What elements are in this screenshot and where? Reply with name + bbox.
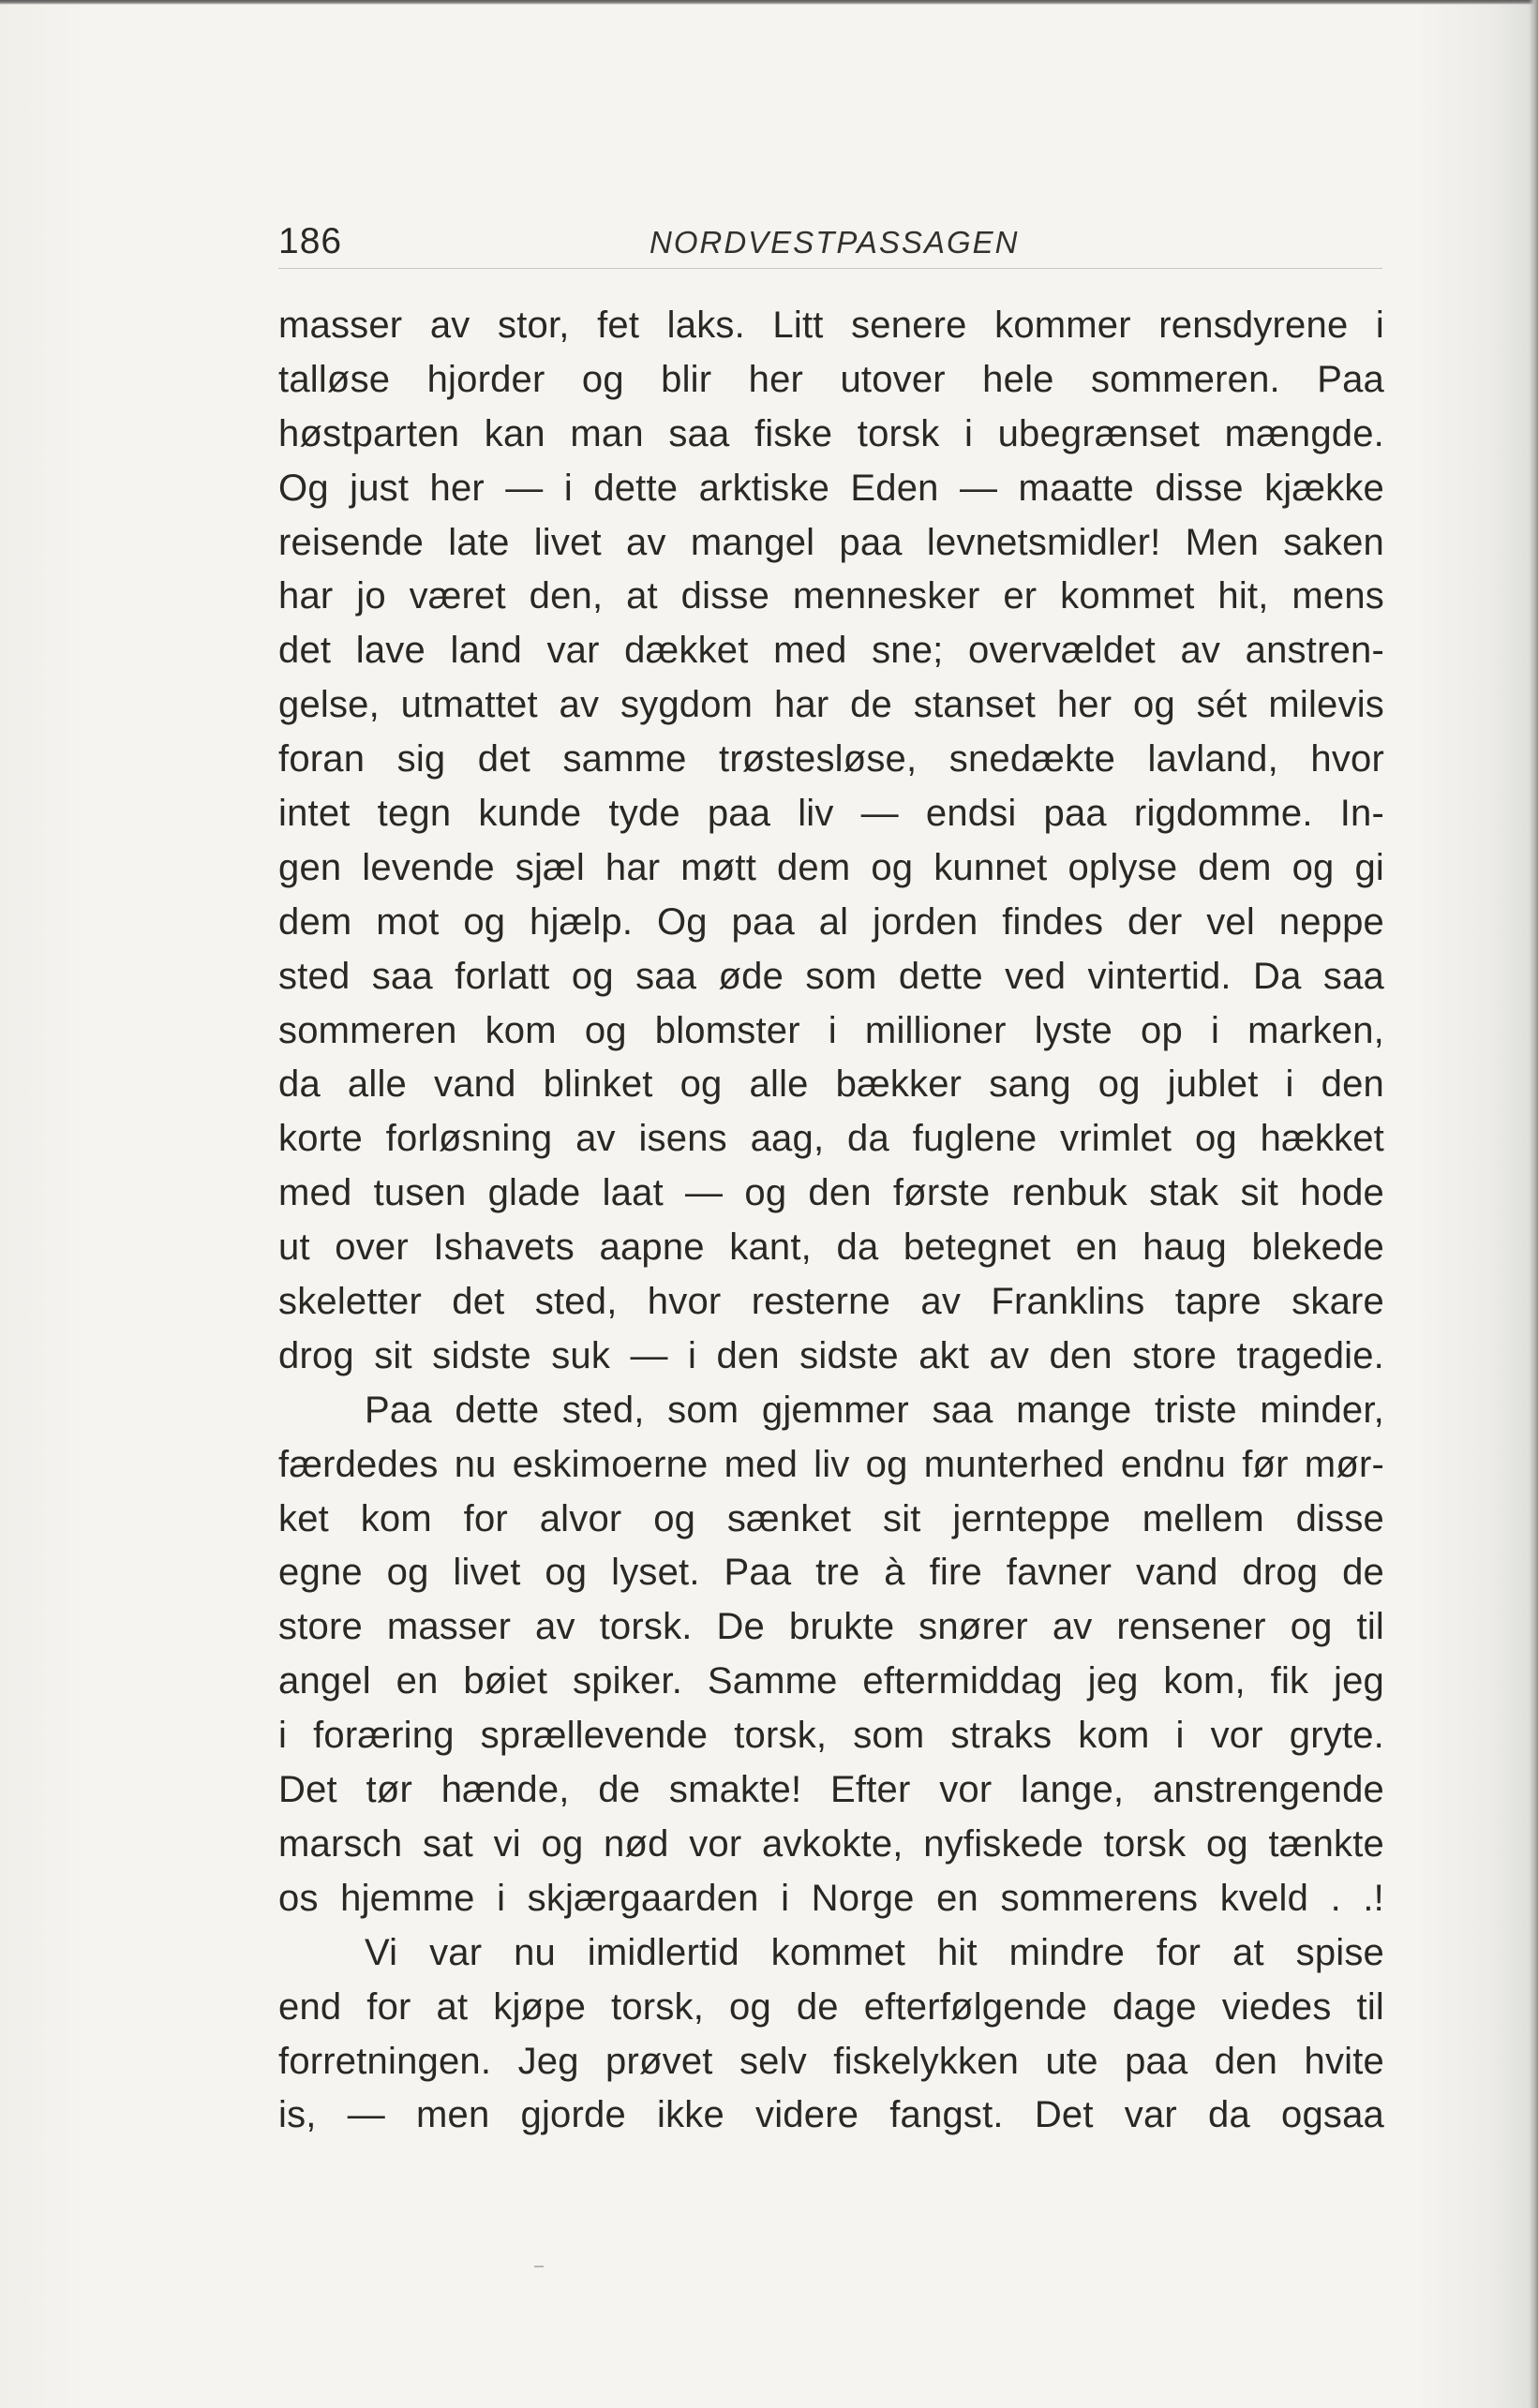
text-line: talløse hjorder og blir her utover hele sommeren. Paa xyxy=(278,358,1384,400)
text-line: Og just her — i dette arktiske Eden — maatte disse kjække xyxy=(278,467,1384,509)
text-line: egne og livet og lyset. Paa tre à fire favner vand drog de xyxy=(278,1552,1384,1594)
text-line: da alle vand blinket og alle bækker sang og jublet i den xyxy=(278,1063,1384,1106)
page-number: 186 xyxy=(278,221,343,261)
text-line: i foræring sprællevende torsk, som straks kom i vor gryte. xyxy=(278,1715,1384,1757)
text-line: med tusen glade laat — og den første renbuk stak sit hode xyxy=(278,1172,1384,1214)
text-line: marsch sat vi og nød vor avkokte, nyfiskede torsk og tænkte xyxy=(278,1822,1384,1865)
page-header xyxy=(278,212,1382,268)
scan-right-edge xyxy=(1529,0,1538,2408)
text-line: drog sit sidste suk — i den sidste akt av den store tragedie. xyxy=(278,1334,1384,1376)
scan-top-edge xyxy=(0,0,1538,5)
text-line: Paa dette sted, som gjemmer saa mange triste minder, xyxy=(365,1389,1384,1431)
text-line: masser av stor, fet laks. Litt senere kommer rensdyrene i xyxy=(278,305,1384,346)
text-line: færdedes nu eskimoerne med liv og munterhed endnu før mør- xyxy=(278,1443,1384,1485)
text-line: ket kom for alvor og sænket sit jernteppe mellem disse xyxy=(278,1497,1384,1539)
text-line: høstparten kan man saa fiske torsk i ubegrænset mængde. xyxy=(278,412,1384,454)
print-speck xyxy=(534,2266,544,2267)
running-title: NORDVESTPASSAGEN xyxy=(650,225,1020,260)
text-line: har jo været den, at disse mennesker er kommet hit, mens xyxy=(278,575,1384,617)
text-line: sommeren kom og blomster i millioner lyste op i marken, xyxy=(278,1009,1384,1051)
text-line: sted saa forlatt og saa øde som dette ved vintertid. Da saa xyxy=(278,955,1384,997)
text-line: gen levende sjæl har møtt dem og kunnet oplyse dem og gi xyxy=(278,846,1384,888)
text-line: skeletter det sted, hvor resterne av Franklins tapre skare xyxy=(278,1281,1384,1323)
text-line: forretningen. Jeg prøvet selv fiskelykken ute paa den hvite xyxy=(278,2040,1384,2082)
text-line: angel en bøiet spiker. Samme eftermiddag jeg kom, fik jeg xyxy=(278,1660,1384,1702)
text-line: reisende late livet av mangel paa levnetsmidler! Men saken xyxy=(278,521,1384,563)
text-line: dem mot og hjælp. Og paa al jorden findes der vel neppe xyxy=(278,900,1384,943)
text-line: Det tør hænde, de smakte! Efter vor lange, anstrengende xyxy=(278,1769,1384,1811)
text-line: Vi var nu imidlertid kommet hit mindre for at spise xyxy=(365,1931,1384,1973)
text-line: foran sig det samme trøstesløse, snedækte lavland, hvor xyxy=(278,738,1384,780)
text-line: end for at kjøpe torsk, og de efterfølgende dage viedes til xyxy=(278,1985,1384,2028)
text-line: det lave land var dækket med sne; overvældet av anstren- xyxy=(278,630,1384,672)
header-rule xyxy=(278,268,1382,269)
text-line: gelse, utmattet av sygdom har de stanset her og sét milevis xyxy=(278,684,1384,726)
text-line: store masser av torsk. De brukte snører av rensener og til xyxy=(278,1606,1384,1648)
body-text xyxy=(278,299,1384,2143)
text-line: intet tegn kunde tyde paa liv — endsi paa rigdomme. In- xyxy=(278,793,1384,835)
text-line: is, — men gjorde ikke videre fangst. Det var da ogsaa xyxy=(278,2094,1384,2136)
text-line: os hjemme i skjærgaarden i Norge en sommerens kveld . .! xyxy=(278,1877,1384,1919)
text-line: ut over Ishavets aapne kant, da betegnet en haug blekede xyxy=(278,1226,1384,1269)
text-line: korte forløsning av isens aag, da fuglene vrimlet og hækket xyxy=(278,1118,1384,1160)
